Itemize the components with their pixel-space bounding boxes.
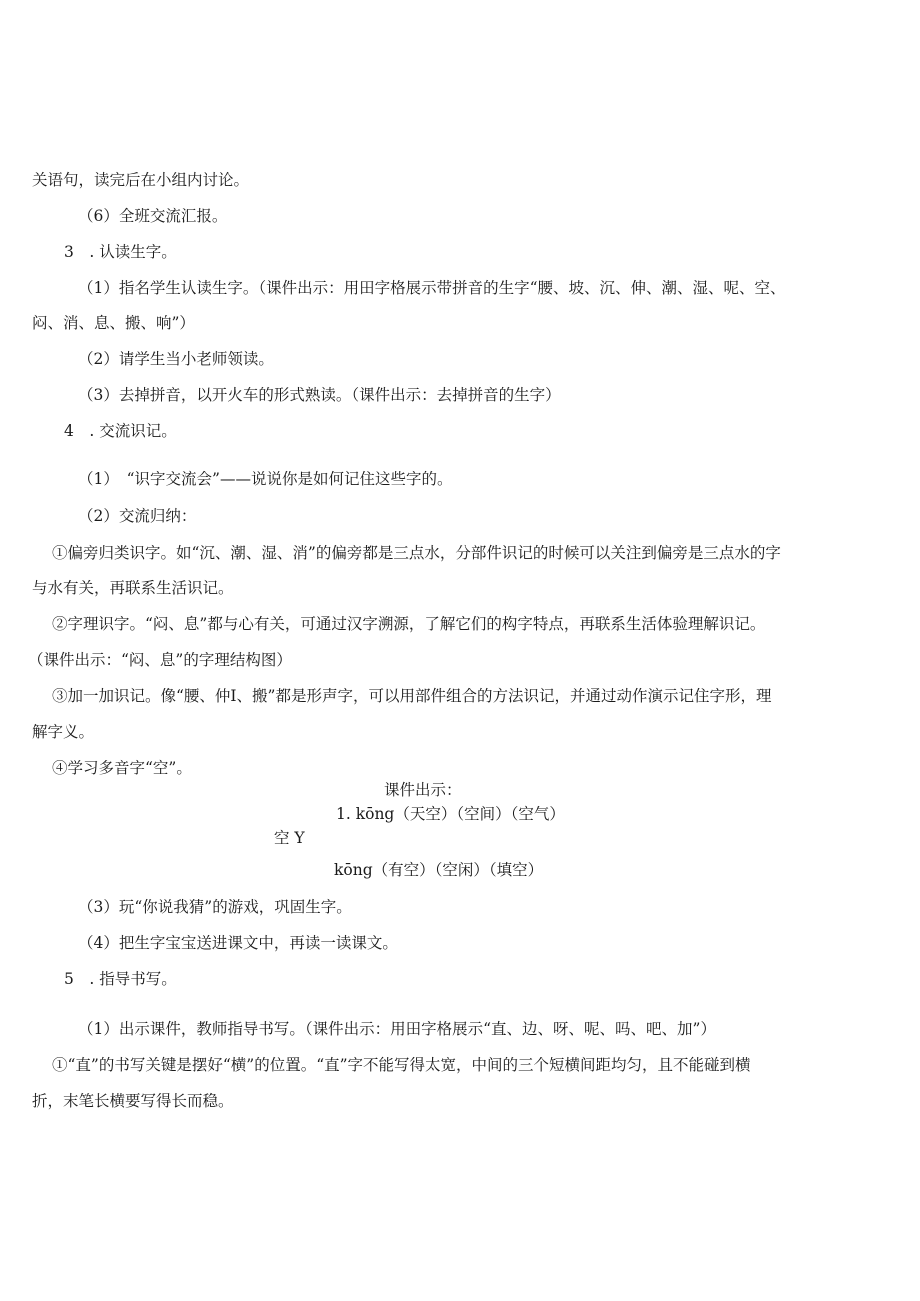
courseware-heading: 课件出示： [384,781,462,799]
text-line: 折，末笔长横要写得长而稳。 [32,1092,234,1110]
courseware-line: kōng（有空）（空闲）（填空） [334,861,544,879]
text-line: （3）去掉拼音，以开火车的形式熟读。（课件出示：去掉拼音的生字） [78,386,561,404]
text-line: 闷、消、息、搬、响”） [32,314,195,332]
text-line: ④学习多音字“空”。 [52,759,192,777]
text-line: （3）玩“你说我猜”的游戏，巩固生字。 [78,898,352,916]
text-line: （4）把生字宝宝送进课文中，再读一读课文。 [78,934,398,952]
text-line: ②字理识字。“闷、息”都与心有关，可通过汉字溯源，了解它们的构字特点，再联系生活体验理解识记。 [52,615,766,633]
section-heading: 5 . 指导书写。 [64,970,177,988]
section-heading: 3 . 认读生字。 [64,243,177,261]
text-line: （6）全班交流汇报。 [78,207,228,225]
section-heading: 4 . 交流识记。 [64,422,177,440]
text-line: ①“直”的书写关键是摆好“横”的位置。“直”字不能写得太宽，中间的三个短横间距均匀，且不能碰到横 [52,1056,751,1074]
text-line: 解字义。 [32,723,95,741]
text-line: （2）请学生当小老师领读。 [78,350,274,368]
text-line: ①偏旁归类识字。如“沉、潮、湿、消”的偏旁都是三点水，分部件识记的时候可以关注到偏旁是三点水的字 [52,544,781,562]
courseware-char: 空 Y [274,829,305,847]
text-line: 关语句，读完后在小组内讨论。 [32,171,250,189]
text-line: （1）指名学生认读生字。（课件出示：用田字格展示带拼音的生字“腰、坡、沉、伸、潮、湿、呢、空、 [78,279,786,297]
text-line: （1） “识字交流会”——说说你是如何记住这些字的。 [78,470,453,488]
text-line: ③加一加识记。像“腰、仲I、搬”都是形声字，可以用部件组合的方法识记，并通过动作演示记住字形，理 [52,687,772,705]
courseware-line: 1. kōng（天空）（空间）（空气） [336,805,565,823]
text-line: 与水有关，再联系生活识记。 [32,579,234,597]
text-line: （2）交流归纳： [78,507,197,525]
text-line: （1）出示课件，教师指导书写。（课件出示：用田字格展示“直、边、呀、呢、吗、吧、加”） [78,1020,716,1038]
text-line: （课件出示：“闷、息”的字理结构图） [28,651,292,669]
